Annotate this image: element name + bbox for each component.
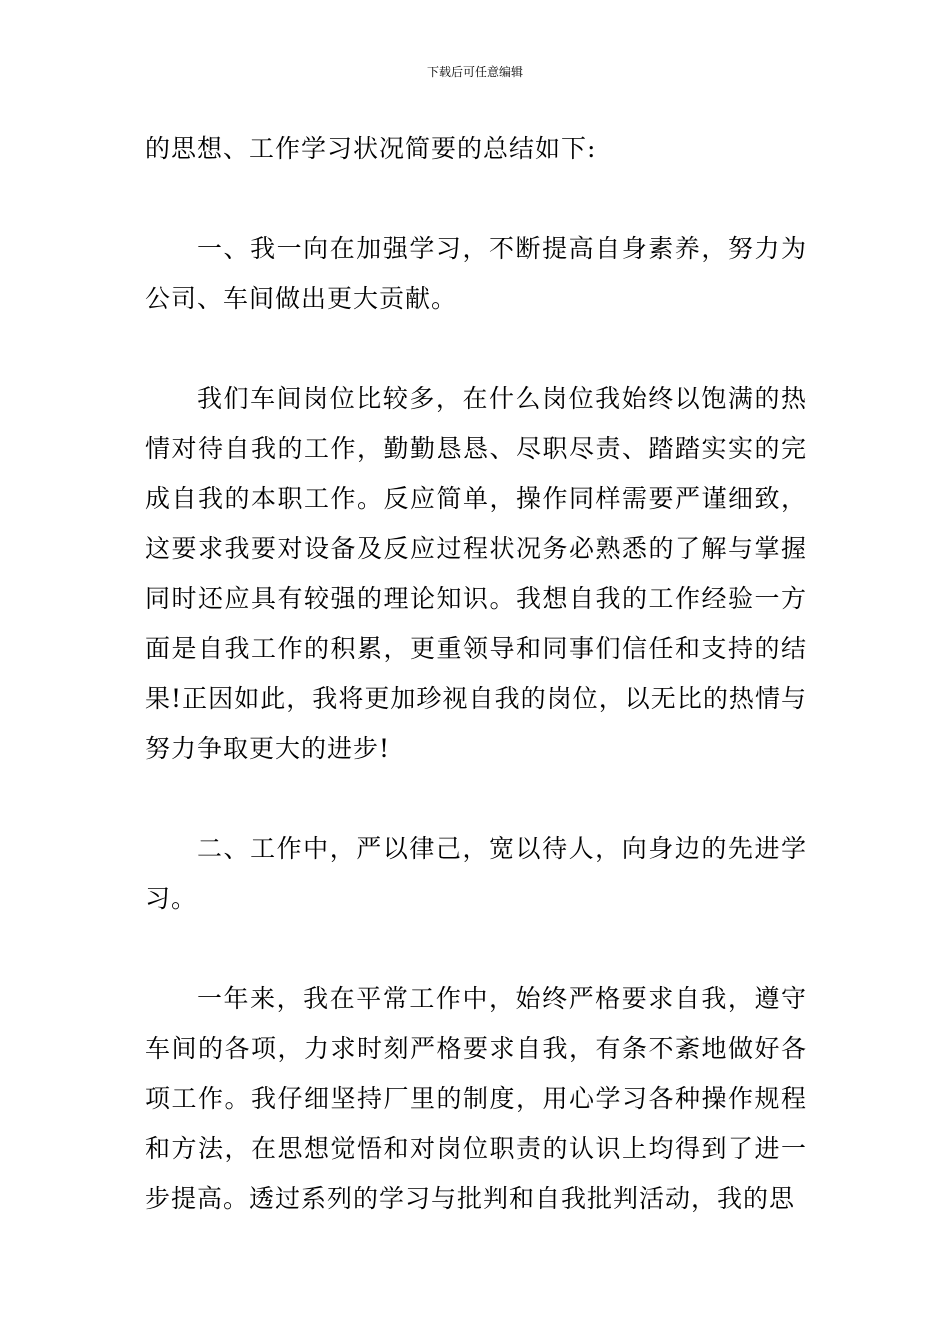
- paragraph-section-two-heading: 二、工作中，严以律己，宽以待人，向身边的先进学习。: [145, 834, 807, 913]
- document-body: [145, 124, 807, 1224]
- page-header: 下载后可任意编辑: [426, 65, 523, 79]
- paragraph-section-two-body: 一年来，我在平常工作中，始终严格要求自我，遵守车间的各项，力求时刻严格要求自我，有条不紊地做好各项工作。我仔细坚持厂里的制度，用心学习各种操作规程和方法，在思想觉悟和对岗位职责的认识上均得到了进一步提高。透过系列的学习与批判和自我批判活动，我的思: [145, 984, 807, 1213]
- paragraph-summary-intro: 的思想、工作学习状况简要的总结如下:: [145, 134, 597, 163]
- paragraph-section-one-heading: 一、我一向在加强学习，不断提高自身素养，努力为公司、车间做出更大贡献。: [145, 234, 807, 313]
- paragraph-section-one-body: 我们车间岗位比较多，在什么岗位我始终以饱满的热情对待自我的工作，勤勤恳恳、尽职尽责、踏踏实实的完成自我的本职工作。反应简单，操作同样需要严谨细致，这要求我要对设备及反应过程状况务必熟悉的了解与掌握同时还应具有较强的理论知识。我想自我的工作经验一方面是自我工作的积累，更重领导和同事们信任和支持的结果!正因如此，我将更加珍视自我的岗位，以无比的热情与努力争取更大的进步!: [145, 384, 807, 763]
